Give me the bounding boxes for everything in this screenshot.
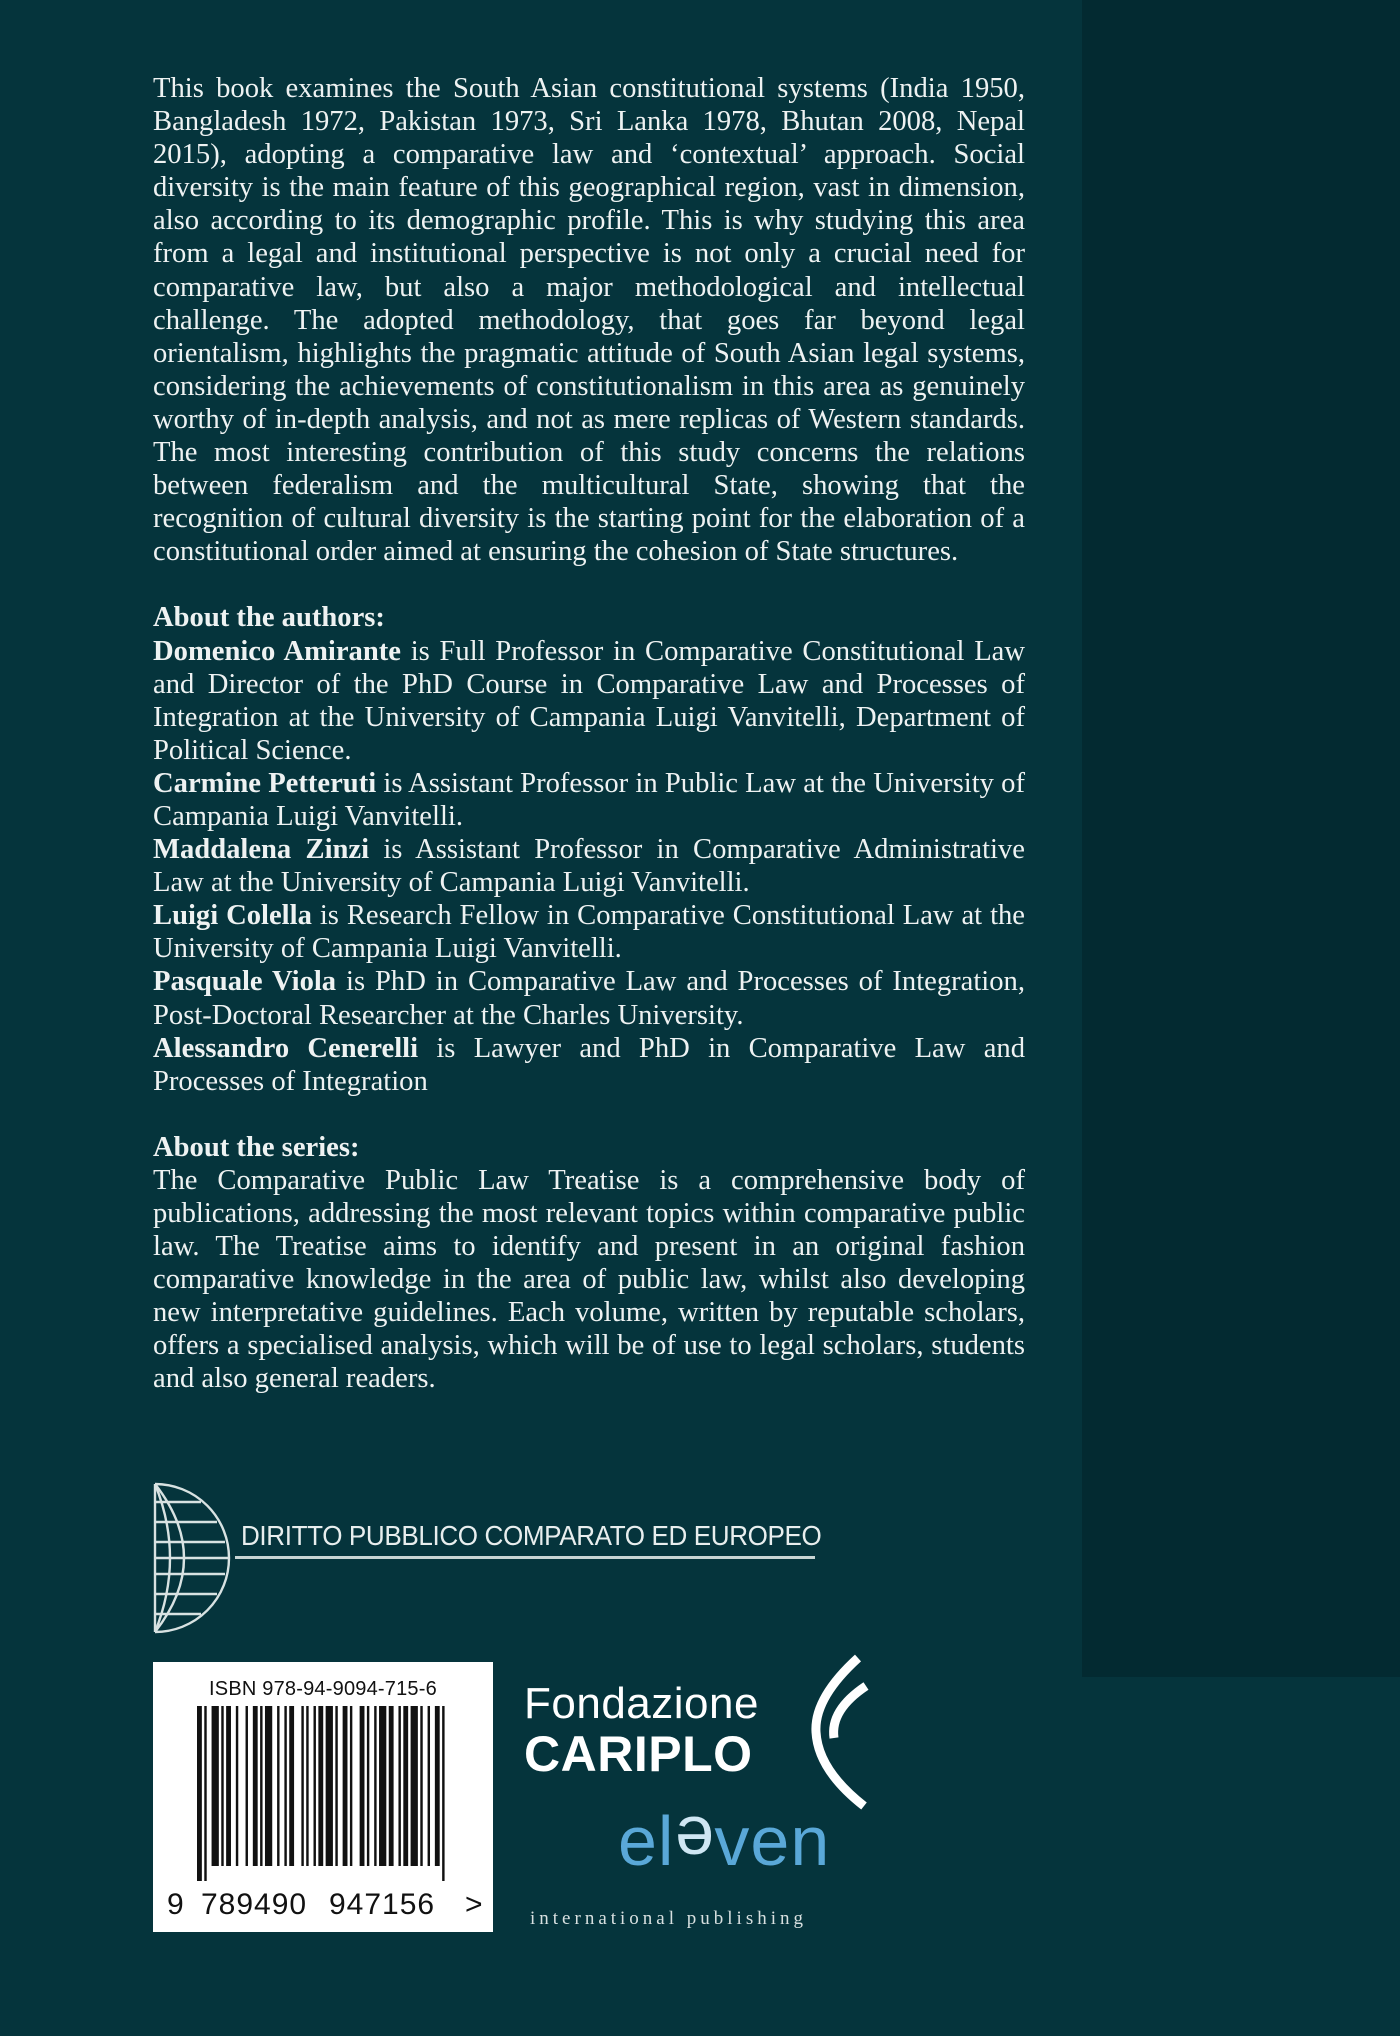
ean-end-marker: >	[465, 1888, 484, 1921]
barcode-bar	[350, 1706, 352, 1866]
book-description: This book examines the South Asian constitutional systems (India 1950, Bangladesh 1972, Pakistan 1973, Sri Lanka 1978, Bhutan 2008, Nepal 2015), adopting a comparative law and ‘contextual’ approach. Social diversity is the main feature of this geographical region, vast in dimension, also according to its demographic profile. This is why studying this area from a legal and institutional perspective is not only a crucial need for comparative law, but also a major methodological and intellectual challenge. The adopted methodology, that goes far beyond legal orientalism, highlights the pragmatic attitude of South Asian legal systems, considering the achievements of constitutionalism in this area as genuinely worthy of in-depth analysis, and not as mere replicas of Western standards. The most interesting contribution of this study concerns the relations between federalism and the multicultural State, showing that the recognition of cultural diversity is the starting point for the elaboration of a constitutional order aimed at ensuring the cohesion of State structures.	[153, 73, 1025, 568]
fondazione-text: Fondazione	[524, 1679, 759, 1728]
barcode-bar	[226, 1706, 231, 1866]
ean-digits	[167, 1888, 487, 1922]
barcode-bar	[204, 1706, 206, 1881]
barcode-bar	[389, 1706, 394, 1866]
dpce-logo-text: DIRITTO PUBBLICO COMPARATO ED EUROPEO	[241, 1520, 822, 1551]
author-bio-colella: Luigi Colella is Research Fellow in Comparative Constitutional Law at the University of Campania Luigi Vanvitelli.	[153, 900, 1025, 965]
barcode-box	[153, 1662, 493, 1932]
author-name: Pasquale Viola	[153, 966, 337, 998]
barcode-bar	[403, 1706, 408, 1866]
barcode-bar	[318, 1706, 323, 1866]
barcode-bar	[326, 1706, 333, 1866]
author-bio-amirante: Domenico Amirante is Full Professor in Comparative Constitutional Law and Director of the PhD Course in Comparative Law and Processes of Integration at the University of Campania Luigi Vanvitelli, Department of Political Science.	[153, 635, 1025, 766]
dpce-logo	[153, 1482, 822, 1634]
barcode-bar	[246, 1706, 248, 1866]
barcode-bar	[221, 1706, 223, 1866]
barcode-bar	[289, 1706, 294, 1866]
author-name: Domenico Amirante	[153, 635, 401, 667]
eleven-publisher-logo: eleven	[618, 1802, 831, 1880]
ean-group-1: 789490	[201, 1888, 308, 1921]
barcode-bar	[197, 1706, 202, 1881]
barcode-bar	[343, 1706, 348, 1866]
author-name: Maddalena Zinzi	[153, 834, 370, 866]
cariplo-mark-icon	[806, 1652, 870, 1812]
authors-heading: About the authors:	[153, 602, 385, 634]
barcode-bar	[428, 1706, 430, 1866]
barcode-bar	[420, 1706, 422, 1866]
barcode-bar	[379, 1706, 386, 1866]
cariplo-text: CARIPLO	[524, 1726, 753, 1782]
barcode-bar	[435, 1706, 440, 1866]
barcode-bar	[398, 1706, 400, 1866]
author-name: Alessandro Cenerelli	[153, 1032, 419, 1064]
isbn-label: ISBN 978-94-9094-715-6	[209, 1678, 437, 1700]
back-cover-text	[153, 72, 1025, 1396]
dark-side-panel	[1082, 0, 1400, 1677]
author-bio-petteruti: Carmine Petteruti is Assistant Professor in Public Law at the University of Campania Luigi Vanvitelli.	[153, 767, 1025, 832]
barcode-bar	[277, 1706, 279, 1866]
barcode-bar	[253, 1706, 258, 1866]
barcode-bar	[411, 1706, 418, 1866]
barcode-bar	[442, 1706, 444, 1881]
eleven-publisher-subtitle: international publishing	[530, 1908, 808, 1929]
globe-icon	[153, 1482, 233, 1634]
barcode	[197, 1706, 447, 1881]
series-heading: About the series:	[153, 1131, 360, 1163]
barcode-bar	[360, 1706, 365, 1866]
dpce-underline	[235, 1556, 815, 1559]
barcode-bar	[260, 1706, 262, 1866]
fondazione-cariplo-logo	[524, 1680, 759, 1780]
series-description: The Comparative Public Law Treatise is a comprehensive body of publications, addressing the most relevant topics within comparative public law. The Treatise aims to identify and present in an original fashion comparative knowledge in the area of public law, whilst also developing new interpretative guidelines. Each volume, written by reputable scholars, offers a specialised analysis, which will be of use to legal scholars, students and also general readers.	[153, 1164, 1025, 1395]
barcode-bar	[335, 1706, 337, 1866]
author-bio-viola: Pasquale Viola is PhD in Comparative Law and Processes of Integration, Post-Doctoral Researcher at the Charles University.	[153, 966, 1025, 1031]
ean-group-2: 947156	[329, 1888, 436, 1921]
author-bio-zinzi: Maddalena Zinzi is Assistant Professor in Comparative Administrative Law at the University of Campania Luigi Vanvitelli.	[153, 834, 1025, 899]
barcode-bar	[212, 1706, 219, 1866]
barcode-bar	[374, 1706, 376, 1866]
barcode-bar	[306, 1706, 308, 1866]
author-bio-cenerelli: Alessandro Cenerelli is Lawyer and PhD in Comparative Law and Processes of Integration	[153, 1032, 1025, 1097]
barcode-bar	[301, 1706, 303, 1866]
barcode-bar	[314, 1706, 316, 1866]
barcode-bar	[265, 1706, 272, 1866]
barcode-bar	[236, 1706, 238, 1866]
ean-first-digit: 9	[167, 1888, 185, 1921]
barcode-bar	[367, 1706, 369, 1866]
barcode-bar	[284, 1706, 286, 1866]
author-name: Carmine Petteruti	[153, 767, 377, 799]
author-name: Luigi Colella	[153, 900, 312, 932]
